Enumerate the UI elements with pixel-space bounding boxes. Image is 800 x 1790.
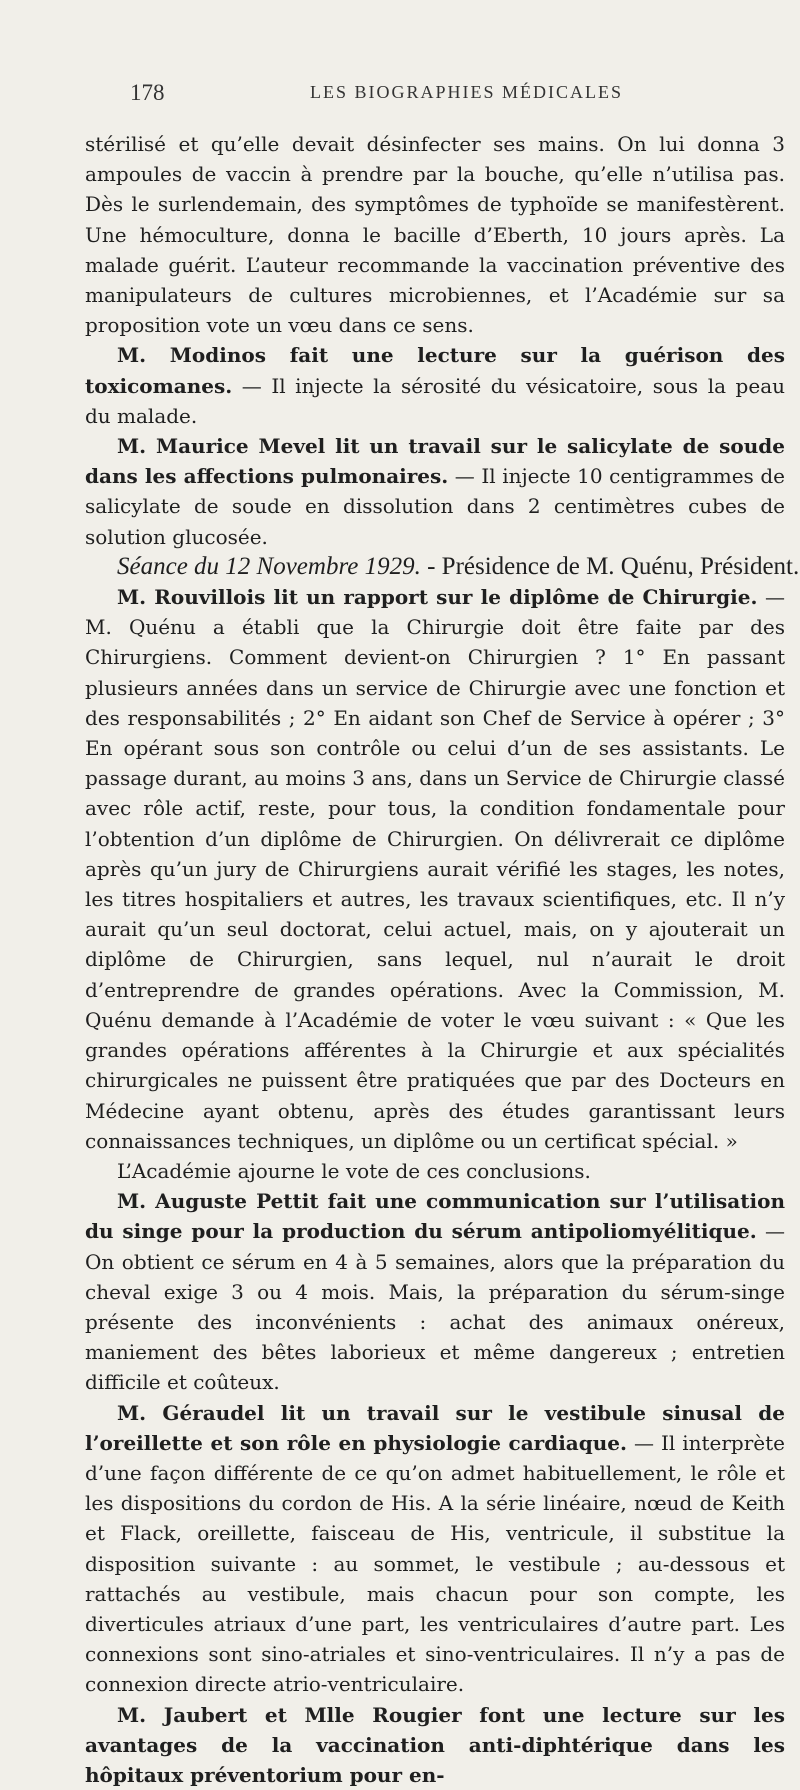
- session-heading: [85, 552, 800, 582]
- paragraph-lead: M. Jaubert et Mlle Rougier font une lecture sur les avantages de la vaccination anti-diphtérique dans les hôpitaux préventorium pour en-: [85, 1702, 785, 1787]
- paragraph-text: — Il injecte 10 centigrammes de salicylate de soude en dissolution dans 2 centimètres cubes de solution glucosée.: [85, 464, 785, 549]
- session-date: Séance du 12 Novembre 1929.: [117, 552, 421, 580]
- paragraph-lead: M. Géraudel lit un travail sur le vestibule sinusal de l’oreillette et son rôle en physiologie cardiaque.: [85, 1400, 785, 1455]
- paragraph: [85, 1186, 785, 1397]
- paragraph-text: — Il injecte la sérosité du vésicatoire, sous la peau du malade.: [85, 373, 785, 428]
- paragraph-lead: M. Auguste Pettit fait une communication sur l’utilisation du singe pour la production du sérum antipoliomyélitique.: [85, 1189, 785, 1244]
- running-title: LES BIOGRAPHIES MÉDICALES: [310, 82, 624, 102]
- paragraph: [85, 582, 785, 1156]
- paragraph-text: stérilisé et qu’elle devait désinfecter ses mains. On lui donna 3 ampoules de vaccin à prendre par la bouche, qu’elle n’utilisa pas. Dès le surlendemain, des symptômes de typhoïde se manifestèrent. Une hémoculture, donna le bacille d’Eberth, 10 jours après. La malade guérit. L’auteur recommande la vaccination préventive des manipulateurs de cultures microbiennes, et l’Académie sur sa proposition vote un vœu dans ce sens.: [85, 132, 785, 338]
- paragraph-lead: M. Modinos fait une lecture sur la guérison des toxicomanes.: [85, 343, 785, 398]
- body-text: [85, 129, 800, 1790]
- paragraph: [85, 1156, 785, 1186]
- paragraph-lead: M. Rouvillois lit un rapport sur le diplôme de Chirurgie.: [117, 585, 758, 610]
- paragraph: [85, 1398, 785, 1700]
- page-number: 178: [130, 80, 165, 105]
- paragraph: [85, 340, 785, 431]
- paragraph-text: L’Académie ajourne le vote de ces conclusions.: [117, 1158, 591, 1183]
- paragraph: [85, 431, 785, 552]
- paragraph: [85, 1700, 785, 1790]
- page-header: [120, 80, 780, 106]
- paragraph-text: — M. Quénu a établi que la Chirurgie doit être faite par des Chirurgiens. Comment devient-on Chirurgien ? 1° En passant plusieurs années dans un service de Chirurgie avec une fonction et des responsabilités ; 2° En aidant son Chef de Service à opérer ; 3° En opérant sous son contrôle ou celui d’un de ses assistants. Le passage durant, au moins 3 ans, dans un Service de Chirurgie classé avec rôle actif, reste, pour tous, la condition fondamentale pour l’obtention d’un diplôme de Chirurgien. On délivrerait ce diplôme après qu’un jury de Chirurgiens aurait vérifié les stages, les notes, les titres hospitaliers et autres, les travaux scientifiques, etc. Il n’y aurait qu’un seul doctorat, celui actuel, mais, on y ajouterait un diplôme de Chirurgien, sans lequel, nul n’aurait le droit d’entreprendre de grandes opérations. Avec la Commission, M. Quénu demande à l’Académie de voter le vœu suivant : « Que les grandes opérations afférentes à la Chirurgie et aux spécialités chirurgicales ne puissent être pratiquées que par des Docteurs en Médecine ayant obtenu, après des études garantissant leurs connaissances techniques, un diplôme ou un certificat spécial. »: [85, 585, 785, 1153]
- paragraph-text: — On obtient ce sérum en 4 à 5 semaines, alors que la préparation du cheval exige 3 ou 4 mois. Mais, la préparation du sérum-singe présente des inconvénients : achat des animaux onéreux, maniement des bêtes laborieux et même dangereux ; entretien difficile et coûteux.: [85, 1219, 786, 1395]
- paragraph-text: — Il interprète d’une façon différente de ce qu’on admet habituellement, le rôle et les dispositions du cordon de His. A la série linéaire, nœud de Keith et Flack, oreillette, faisceau de His, ventricule, il substitue la disposition suivante : au sommet, le vestibule ; au-dessous et rattachés au vestibule, mais chacun pour son compte, les diverticules atriaux d’une part, les ventriculaires d’autre part. Les connexions sont sino-atriales et sino-ventriculaires. Il n’y a pas de connexion directe atrio-ventriculaire.: [85, 1430, 786, 1697]
- session-presidency: - Présidence de M. Quénu, Président.: [420, 552, 800, 580]
- paragraph: [85, 129, 785, 340]
- paragraph-lead: M. Maurice Mevel lit un travail sur le salicylate de soude dans les affections pulmonaires.: [85, 434, 785, 489]
